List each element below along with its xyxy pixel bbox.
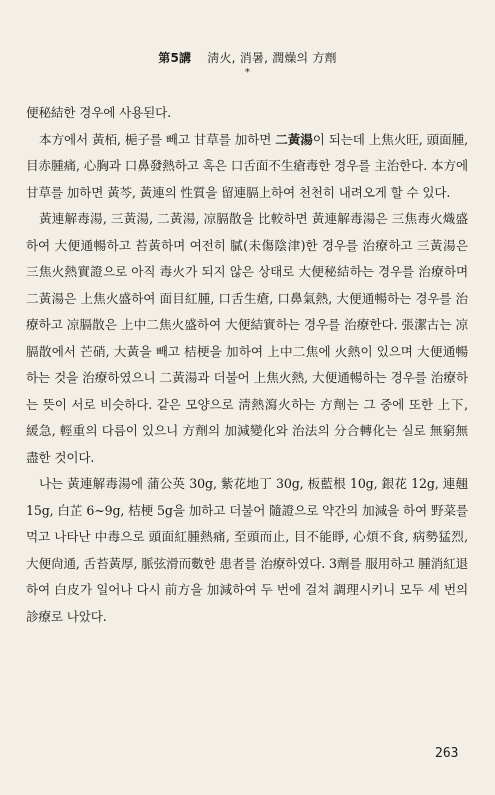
page-number: 263 <box>435 746 459 761</box>
body-text <box>26 100 468 630</box>
paragraph-text: 便秘結한 경우에 사용된다. <box>26 105 172 120</box>
chapter-number: 第5講 <box>158 51 192 65</box>
running-head <box>0 49 495 78</box>
paragraph <box>26 471 468 630</box>
paragraph-text: 本方에서 黃栢, 梔子를 빼고 甘草를 加하면 <box>39 131 276 147</box>
bold-term: 二黃湯 <box>275 131 313 147</box>
paragraph <box>26 206 468 471</box>
paragraph <box>26 127 468 207</box>
paragraph-text: 나는 黃連解毒湯에 蒲公英 30g, 紫花地丁 30g, 板藍根 10g, 銀花 12g, 連翹 15g, 白芷 6~9g, 桔梗 5g을 加하고 더불어 隨證으로 약간의 加減을 하여 野菜를 먹고 나타난 中毒으로 頭面紅腫熱痛, 至頭而止, 目不能睜, 心煩不食, 病勢猛烈, 大便尙通, 舌苔黃厚, 脈弦滑而數한 患者를 治療하였다. 3劑를 服用하고 腫消紅退하여 白皮가 일어나 다시 前方을 加減하여 두 번에 걸쳐 調理시키니 모두 세 번의 診療로 나았다. <box>26 476 468 624</box>
chapter-title: 淸火, 消暑, 潤燥의 方劑 <box>207 51 337 65</box>
paragraph <box>26 100 468 127</box>
paragraph-text: 黃連解毒湯, 三黃湯, 二黃湯, 凉膈散을 比較하면 黃連解毒湯은 三焦毒火熾盛하여 大便通暢하고 苔黃하며 여전히 膩(未傷陰津)한 경우를 治療하고 三黃湯은 三焦火熱實證으로 아직 毒火가 되지 않은 상태로 大便秘結하는 경우를 治療하며 二黃湯은 上焦火盛하여 面目紅腫, 口舌生瘡, 口鼻氣熱, 大便通暢하는 경우를 治療하고 凉膈散은 上中二焦火盛하여 大便結實하는 경우를 治療한다. 張潔古는 凉膈散에서 芒硝, 大黃을 빼고 桔梗을 加하여 上中二焦에 火熱이 있으며 大便通暢하는 것을 治療하였으니 二黃湯과 더불어 上焦火熱, 大便通暢하는 경우를 治療하는 뜻이 서로 비슷하다. 같은 모양으로 淸熱瀉火하는 方劑는 그 중에 또한 上下, 緩急, 輕重의 다름이 있으니 方劑의 加減變化와 治法의 分合轉化는 실로 無窮無盡한 것이다. <box>26 211 468 465</box>
header-ornament: * <box>244 67 251 78</box>
paragraph-text: 이 되는데 上焦火旺, 頭面腫, 目赤腫痛, 心胸과 口鼻發熱하고 혹은 口舌面不生瘡毒한 경우를 主治한다. 本方에 甘草를 加하면 黃芩, 黃連의 性質을 留連膈上하여 천천히 내려오게 할 수 있다. <box>26 131 468 200</box>
